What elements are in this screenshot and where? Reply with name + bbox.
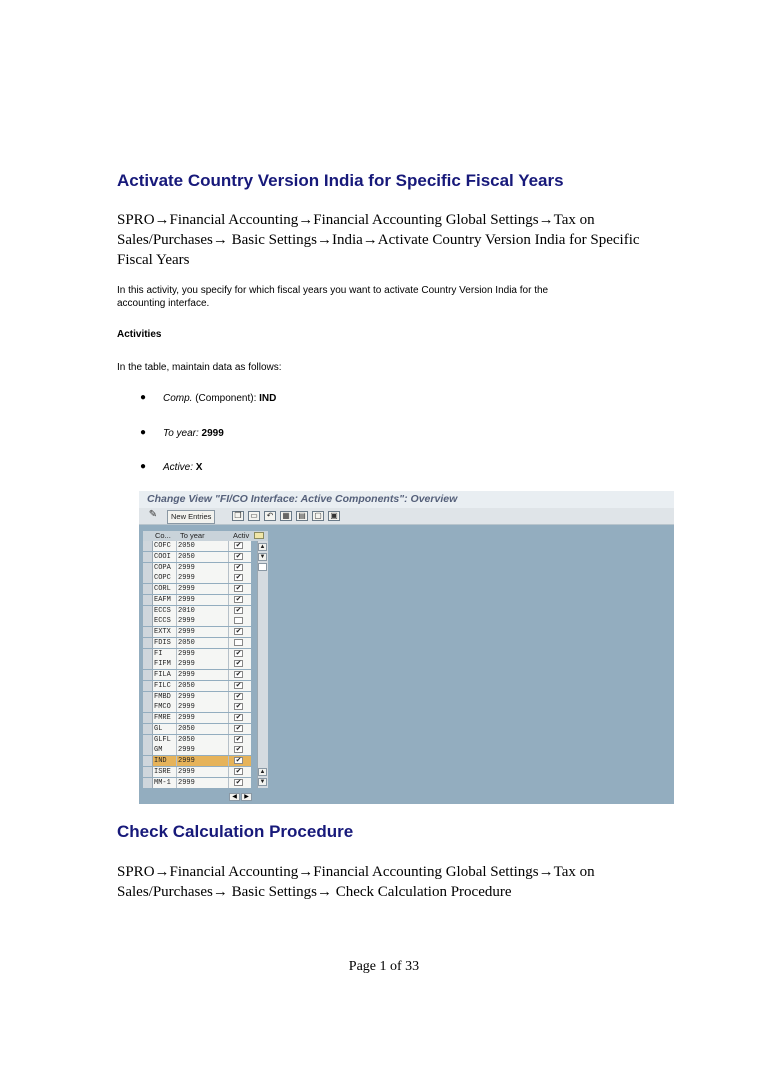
bullet-rest: (Component): (192, 393, 260, 404)
cell-active (229, 756, 251, 766)
row-selector[interactable] (143, 638, 153, 648)
cell-component[interactable]: EXTX (153, 627, 177, 637)
bullet-value: IND (259, 393, 277, 404)
scroll-up-icon[interactable]: ▲ (259, 544, 266, 550)
cell-component[interactable]: FMBD (153, 692, 177, 702)
cell-to-year[interactable]: 2999 (177, 692, 229, 702)
cell-component[interactable]: COFC (153, 541, 177, 551)
cell-component[interactable]: GM (153, 745, 177, 755)
row-selector[interactable] (143, 606, 153, 616)
cell-to-year[interactable]: 2999 (177, 659, 229, 669)
active-checkbox[interactable] (234, 617, 243, 624)
cell-to-year[interactable]: 2050 (177, 552, 229, 562)
row-selector[interactable] (143, 573, 153, 583)
scroll-down-icon[interactable]: ▼ (259, 554, 266, 560)
new-entries-button[interactable]: New Entries (167, 510, 215, 524)
select-all-icon[interactable]: ▦ (280, 511, 292, 521)
table-row[interactable] (143, 713, 268, 723)
table-row[interactable] (143, 778, 268, 788)
bullet-label: Comp. (163, 393, 193, 404)
cell-component[interactable]: FMCO (153, 702, 177, 712)
table-row[interactable] (143, 563, 268, 573)
row-selector[interactable] (143, 724, 153, 734)
cell-to-year[interactable]: 2050 (177, 541, 229, 551)
cell-active (229, 541, 251, 551)
bullet-value: X (195, 462, 203, 473)
scroll-left-icon[interactable]: ◀ (229, 793, 240, 801)
cell-active (229, 584, 251, 594)
table-row[interactable] (143, 638, 268, 648)
active-checkbox[interactable]: ✔ (235, 552, 242, 560)
row-selector[interactable] (143, 745, 153, 755)
description-line: accounting interface. (117, 298, 210, 309)
horizontal-scrollbar[interactable] (229, 793, 255, 802)
scroll-thumb[interactable] (258, 563, 267, 571)
cell-component[interactable]: ISRE (153, 767, 177, 777)
cell-component[interactable]: COPC (153, 573, 177, 583)
cell-component[interactable]: FILC (153, 681, 177, 691)
bullet-label: To year: (163, 428, 199, 439)
cell-to-year[interactable]: 2999 (177, 573, 229, 583)
cell-active (229, 616, 251, 626)
active-checkbox[interactable]: ✔ (235, 649, 242, 657)
cell-to-year[interactable]: 2010 (177, 606, 229, 616)
row-selector[interactable] (143, 702, 153, 712)
row-selector[interactable] (143, 659, 153, 669)
row-selector[interactable] (143, 692, 153, 702)
table-row[interactable] (143, 692, 268, 702)
cell-to-year[interactable]: 2999 (177, 563, 229, 573)
undo-icon[interactable]: ↶ (264, 511, 276, 521)
menu-path-line: SPRO→Financial Accounting→Financial Accounting Global Settings→Tax on (117, 864, 595, 880)
row-selector[interactable] (143, 595, 153, 605)
active-checkbox[interactable]: ✔ (235, 757, 242, 764)
active-checkbox[interactable]: ✔ (235, 746, 242, 754)
instructions-text: In the table, maintain data as follows: (117, 362, 282, 373)
bullet-value: 2999 (201, 428, 224, 439)
delete-icon[interactable]: ▭ (248, 511, 260, 521)
cell-to-year[interactable]: 2050 (177, 724, 229, 734)
active-checkbox[interactable]: ✔ (235, 660, 242, 668)
cell-to-year[interactable]: 2050 (177, 735, 229, 745)
scroll-right-icon[interactable]: ▶ (241, 793, 252, 801)
bullet-icon: ● (140, 427, 147, 438)
cell-component[interactable]: COOI (153, 552, 177, 562)
edit-pencil-icon[interactable]: ✎ (148, 509, 158, 520)
table-row[interactable] (143, 745, 268, 755)
table-row[interactable] (143, 616, 268, 626)
cell-active (229, 552, 251, 562)
sap-toolbar (139, 508, 674, 525)
cell-to-year[interactable]: 2999 (177, 584, 229, 594)
row-selector[interactable] (143, 541, 153, 551)
cell-active (229, 767, 251, 777)
vertical-scrollbar[interactable] (257, 541, 268, 788)
cell-to-year[interactable]: 2999 (177, 713, 229, 723)
active-checkbox[interactable] (234, 639, 243, 646)
table-row[interactable] (143, 584, 268, 594)
cell-to-year[interactable]: 2999 (177, 595, 229, 605)
cell-component[interactable]: FILA (153, 670, 177, 680)
cell-active (229, 573, 251, 583)
cell-to-year[interactable]: 2999 (177, 745, 229, 755)
table-row[interactable] (143, 649, 268, 659)
cell-active (229, 724, 251, 734)
cell-active (229, 735, 251, 745)
menu-path-line: SPRO→Financial Accounting→Financial Accounting Global Settings→Tax on (117, 212, 595, 228)
column-header-to-year[interactable]: To year (180, 531, 205, 540)
active-checkbox[interactable]: ✔ (235, 574, 242, 582)
menu-path (117, 210, 677, 270)
cell-active (229, 627, 251, 637)
copy-icon[interactable]: ❐ (232, 511, 244, 521)
table-row[interactable] (143, 606, 268, 616)
cell-to-year[interactable]: 2999 (177, 702, 229, 712)
row-selector[interactable] (143, 778, 153, 788)
row-selector[interactable] (143, 563, 153, 573)
cell-component[interactable]: MM-1 (153, 778, 177, 788)
column-header-comp[interactable]: Co... (155, 531, 171, 540)
table-row[interactable] (143, 724, 268, 734)
cell-active (229, 713, 251, 723)
active-checkbox[interactable]: ✔ (235, 692, 242, 700)
cell-active (229, 670, 251, 680)
section-title-activate-country-version: Activate Country Version India for Specific Fiscal Years (117, 171, 564, 190)
active-checkbox[interactable]: ✔ (235, 671, 242, 678)
table-row[interactable] (143, 595, 268, 605)
sap-screenshot (139, 491, 674, 804)
cell-active (229, 649, 251, 659)
cell-active (229, 606, 251, 616)
select-block-icon[interactable]: ▤ (296, 511, 308, 521)
cell-active (229, 681, 251, 691)
row-selector[interactable] (143, 756, 153, 766)
cell-to-year[interactable]: 2050 (177, 638, 229, 648)
cell-component[interactable]: COPA (153, 563, 177, 573)
cell-active (229, 778, 251, 788)
cell-component[interactable]: ECCS (153, 616, 177, 626)
table-row[interactable] (143, 756, 268, 766)
active-checkbox[interactable]: ✔ (235, 681, 242, 689)
active-checkbox[interactable]: ✔ (235, 628, 242, 635)
row-selector[interactable] (143, 616, 153, 626)
cell-to-year[interactable]: 2999 (177, 756, 229, 766)
active-checkbox[interactable]: ✔ (235, 542, 242, 549)
section-title-check-calculation: Check Calculation Procedure (117, 822, 354, 841)
cell-active (229, 595, 251, 605)
row-selector[interactable] (143, 735, 153, 745)
table-row[interactable] (143, 735, 268, 745)
menu-path-line: Sales/Purchases→ Basic Settings→India→Activate Country Version India for Specific (117, 232, 640, 248)
cell-component[interactable]: FIFM (153, 659, 177, 669)
table-row[interactable] (143, 767, 268, 777)
active-checkbox[interactable]: ✔ (235, 585, 242, 592)
cell-component[interactable]: FI (153, 649, 177, 659)
row-selector[interactable] (143, 681, 153, 691)
sap-window-title: Change View "FI/CO Interface: Active Components": Overview (147, 493, 458, 505)
table-row[interactable] (143, 702, 268, 712)
cell-component[interactable]: FDIS (153, 638, 177, 648)
description (117, 284, 657, 310)
sap-title-bar (139, 491, 674, 508)
bullet-label: Active: (163, 462, 194, 473)
row-selector[interactable] (143, 552, 153, 562)
active-checkbox[interactable]: ✔ (235, 714, 242, 721)
active-checkbox[interactable]: ✔ (235, 735, 242, 743)
column-header-active[interactable]: Activ (233, 531, 250, 540)
table-row[interactable] (143, 573, 268, 583)
page-number: Page 1 of 33 (348, 959, 420, 974)
cell-active (229, 659, 251, 669)
cell-component[interactable]: CORL (153, 584, 177, 594)
scroll-page-down-icon[interactable]: ▼ (259, 779, 266, 785)
table-row[interactable] (143, 627, 268, 637)
active-checkbox[interactable]: ✔ (235, 724, 242, 732)
active-checkbox[interactable]: ✔ (235, 563, 242, 571)
scroll-page-up-icon[interactable]: ▲ (259, 769, 266, 775)
deselect-all-icon[interactable]: ▢ (312, 511, 324, 521)
cell-active (229, 745, 251, 755)
active-checkbox[interactable]: ✔ (235, 703, 242, 711)
active-checkbox[interactable]: ✔ (235, 767, 242, 775)
row-selector[interactable] (143, 649, 153, 659)
cell-to-year[interactable]: 2999 (177, 649, 229, 659)
table-row[interactable] (143, 659, 268, 669)
description-line: In this activity, you specify for which fiscal years you want to activate Country Version India for the (117, 285, 549, 296)
cell-to-year[interactable]: 2999 (177, 670, 229, 680)
bullet-icon: ● (140, 461, 147, 472)
cell-active (229, 638, 251, 648)
activities-heading: Activities (117, 329, 162, 340)
table-header (143, 531, 268, 541)
row-selector[interactable] (143, 584, 153, 594)
row-selector[interactable] (143, 670, 153, 680)
cell-to-year[interactable]: 2999 (177, 616, 229, 626)
cell-component[interactable]: GLFL (153, 735, 177, 745)
bullet-icon: ● (140, 392, 147, 403)
cell-component[interactable]: GL (153, 724, 177, 734)
cell-to-year[interactable]: 2999 (177, 627, 229, 637)
cell-active (229, 692, 251, 702)
cell-component[interactable]: ECCS (153, 606, 177, 616)
table-row[interactable] (143, 681, 268, 691)
table-row[interactable] (143, 541, 268, 551)
cell-active (229, 702, 251, 712)
cell-to-year[interactable]: 2999 (177, 767, 229, 777)
row-selector[interactable] (143, 713, 153, 723)
active-checkbox[interactable]: ✔ (235, 595, 242, 603)
cell-component[interactable]: FMRE (153, 713, 177, 723)
menu-path-line: Fiscal Years (117, 252, 190, 268)
table-settings-icon[interactable] (254, 532, 264, 539)
active-checkbox[interactable]: ✔ (235, 606, 242, 614)
menu-path (117, 862, 677, 902)
cell-to-year[interactable]: 2050 (177, 681, 229, 691)
cell-active (229, 563, 251, 573)
row-selector[interactable] (143, 767, 153, 777)
table-row[interactable] (143, 670, 268, 680)
cell-to-year[interactable]: 2999 (177, 778, 229, 788)
menu-path-line: Sales/Purchases→ Basic Settings→ Check Calculation Procedure (117, 884, 512, 900)
row-selector[interactable] (143, 627, 153, 637)
active-checkbox[interactable]: ✔ (235, 778, 242, 786)
cell-component[interactable]: EAFM (153, 595, 177, 605)
print-icon[interactable]: ▣ (328, 511, 340, 521)
cell-component[interactable]: IND (153, 756, 177, 766)
table-row[interactable] (143, 552, 268, 562)
